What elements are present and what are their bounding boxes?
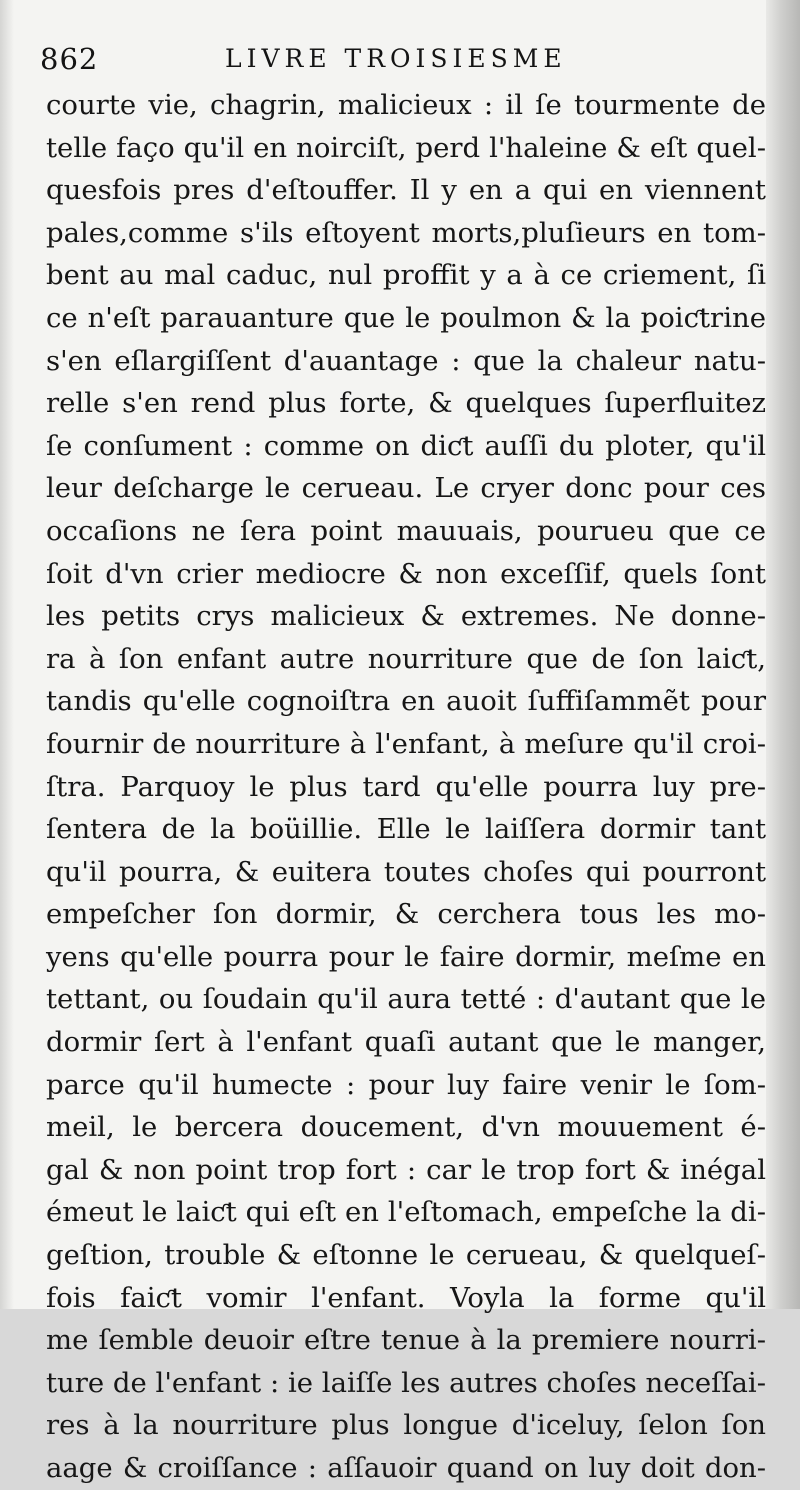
text-line: ſentera de la boüillie. Elle le laiſſera dormir tant <box>46 813 766 846</box>
text-line: ſe conſument : comme on diƈt auſſi du ploter, qu'il <box>46 429 766 462</box>
text-line: les petits crys malicieux & extremes. Ne donne- <box>46 600 766 633</box>
text-line: meil, le bercera doucement, d'vn mouuement é- <box>46 1111 766 1144</box>
text-line: res à la nourriture plus longue d'iceluy, ſelon ſon <box>46 1409 766 1442</box>
body-text <box>46 84 766 1490</box>
text-line: émeut le laiƈt qui eſt en l'eſtomach, empeſche la di- <box>46 1196 766 1229</box>
text-line: empeſcher ſon dormir, & cerchera tous les mo- <box>46 898 766 931</box>
page-edge-shadow <box>0 0 14 1309</box>
binding-gutter <box>766 0 800 1309</box>
text-line: geſtion, trouble & eſtonne le cerueau, & quelqueſ- <box>46 1239 766 1272</box>
text-line: courte vie, chagrin, malicieux : il ſe tourmente de <box>46 89 766 121</box>
text-line: aage & croiſſance : aſſauoir quand on luy doit don- <box>46 1452 766 1484</box>
text-line: yens qu'elle pourra pour le faire dormir, meſme en <box>46 940 766 973</box>
text-line: ture de l'enfant : ie laiſſe les autres choſes neceſſai- <box>46 1366 766 1399</box>
running-head-title: LIVRE TROISIESME <box>225 44 567 73</box>
text-line: ra à ſon enfant autre nourriture que de ſon laiƈt, <box>46 642 766 675</box>
text-line: tettant, ou ſoudain qu'il aura tetté : d'autant que le <box>46 983 766 1016</box>
text-line: fois faiƈt vomir l'enfant. Voyla la forme qu'il <box>46 1281 766 1314</box>
text-line: ſtra. Parquoy le plus tard qu'elle pourra luy pre- <box>46 770 766 803</box>
text-line: ſoit d'vn crier mediocre & non exceſſif, quels ſont <box>46 557 766 590</box>
text-line: gal & non point trop fort : car le trop fort & inégal <box>46 1153 766 1186</box>
text-line: bent au mal caduc, nul proffit y a à ce criement, ſi <box>46 259 766 292</box>
text-line: pales,comme s'ils eſtoyent morts,pluſieurs en tom- <box>46 216 766 249</box>
text-line: qu'il pourra, & euitera toutes choſes qui pourront <box>46 855 766 888</box>
text-line: leur deſcharge le cerueau. Le cryer donc pour ces <box>46 472 766 505</box>
text-line: occaſions ne ſera point mauuais, pourueu que ce <box>46 514 766 547</box>
text-line: me ſemble deuoir eſtre tenue à la premiere nourri- <box>46 1324 766 1357</box>
text-line: telle faço qu'il en noirciſt, perd l'haleine & eſt quel- <box>46 131 766 164</box>
text-line: quesfois pres d'eſtouffer. Il y en a qui en viennent <box>46 174 766 207</box>
text-line: relle s'en rend plus forte, & quelques ſuperfluitez <box>46 387 766 420</box>
text-line: parce qu'il humecte : pour luy faire venir le ſom- <box>46 1068 766 1101</box>
text-line: fournir de nourriture à l'enfant, à meſure qu'il croi- <box>46 727 766 760</box>
text-line: ce n'eſt parauanture que le poulmon & la poiƈtrine <box>46 301 766 334</box>
text-line: tandis qu'elle cognoiſtra en auoit ſuffiſammẽt pour <box>46 685 766 718</box>
text-line: dormir ſert à l'enfant quaſi autant que le manger, <box>46 1026 766 1059</box>
running-head <box>40 40 740 80</box>
page-number: 862 <box>40 42 99 76</box>
text-line: s'en eſlargiſſent d'auantage : que la chaleur natu- <box>46 344 766 377</box>
